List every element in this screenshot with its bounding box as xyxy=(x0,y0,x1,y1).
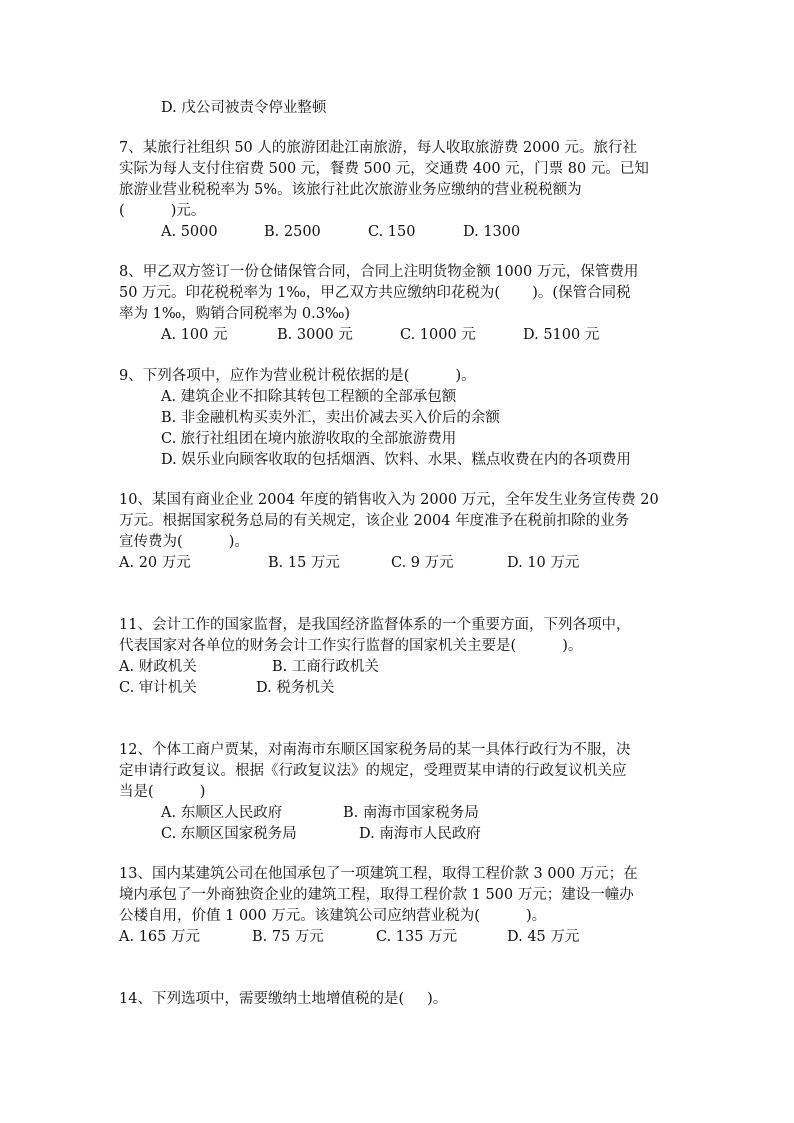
q11-option-d: D. 税务机关 xyxy=(256,680,335,696)
q13-option-d: D. 45 万元 xyxy=(507,929,580,945)
q12-line-1: 12、个体工商户贾某，对南海市东顺区国家税务局的某一具体行政行为不服，决 xyxy=(119,742,631,758)
q7-option-c: C. 150 xyxy=(368,224,416,240)
q12-option-c: C. 东顺区国家税务局 xyxy=(161,826,297,842)
q10-option-c: C. 9 万元 xyxy=(391,555,454,571)
q13-option-a: A. 165 万元 xyxy=(119,929,200,945)
q11-line-2: 代表国家对各单位的财务会计工作实行监督的国家机关主要是( )。 xyxy=(119,638,583,654)
q7-line-4: ( )元。 xyxy=(119,203,206,219)
q13-line-2: 境内承包了一外商独资企业的建筑工程，取得工程价款 1 500 万元；建设一幢办 xyxy=(119,887,634,903)
q11-option-b: B. 工商行政机关 xyxy=(272,659,379,675)
q11-option-a: A. 财政机关 xyxy=(119,659,197,675)
q8-line-1: 8、甲乙双方签订一份仓储保管合同，合同上注明货物金额 1000 万元，保管费用 xyxy=(119,264,639,280)
q13-line-3: 公楼自用，价值 1 000 万元。该建筑公司应纳营业税为( )。 xyxy=(119,908,547,924)
q10-option-d: D. 10 万元 xyxy=(507,555,580,571)
q8-option-d: D. 5100 元 xyxy=(523,327,600,343)
q7-option-a: A. 5000 xyxy=(161,224,218,240)
q7-line-1: 7、某旅行社组织 50 人的旅游团赴江南旅游，每人收取旅游费 2000 元。旅行社 xyxy=(119,140,638,156)
q10-option-b: B. 15 万元 xyxy=(268,555,340,571)
q12-option-a: A. 东顺区人民政府 xyxy=(161,805,283,821)
q12-option-d: D. 南海市人民政府 xyxy=(359,826,481,842)
q7-line-2: 实际为每人支付住宿费 500 元，餐费 500 元，交通费 400 元，门票 80 元。已知 xyxy=(119,161,649,177)
q12-option-b: B. 南海市国家税务局 xyxy=(343,805,479,821)
q9-option-b: B. 非金融机构买卖外汇，卖出价减去买入价后的余额 xyxy=(161,410,500,426)
q8-option-b: B. 3000 元 xyxy=(277,327,353,343)
q10-line-1: 10、某国有商业企业 2004 年度的销售收入为 2000 万元，全年发生业务宣传费 20 xyxy=(119,492,659,508)
q6-option-d: D. 戊公司被责令停业整顿 xyxy=(161,100,327,116)
q7-option-d: D. 1300 xyxy=(463,224,521,240)
q8-option-a: A. 100 元 xyxy=(161,327,228,343)
q9-option-d: D. 娱乐业向顾客收取的包括烟酒、饮料、水果、糕点收费在内的各项费用 xyxy=(161,452,631,468)
q8-line-2: 50 万元。印花税税率为 1‰，甲乙双方共应缴纳印花税为( )。(保管合同税 xyxy=(119,285,631,301)
q7-option-b: B. 2500 xyxy=(264,224,321,240)
q13-option-c: C. 135 万元 xyxy=(376,929,458,945)
q14-line-1: 14、下列选项中，需要缴纳土地增值税的是( )。 xyxy=(119,991,448,1007)
q10-line-2: 万元。根据国家税务总局的有关规定，该企业 2004 年度准予在税前扣除的业务 xyxy=(119,513,630,529)
q9-option-a: A. 建筑企业不扣除其转包工程额的全部承包额 xyxy=(161,389,457,405)
q12-line-2: 定申请行政复议。根据《行政复议法》的规定，受理贾某申请的行政复议机关应 xyxy=(119,763,627,779)
q13-line-1: 13、国内某建筑公司在他国承包了一项建筑工程，取得工程价款 3 000 万元；在 xyxy=(119,866,638,882)
q12-line-3: 当是( ) xyxy=(119,784,206,800)
q13-option-b: B. 75 万元 xyxy=(252,929,324,945)
q9-option-c: C. 旅行社组团在境内旅游收取的全部旅游费用 xyxy=(161,431,457,447)
q8-option-c: C. 1000 元 xyxy=(400,327,476,343)
q11-line-1: 11、会计工作的国家监督，是我国经济监督体系的一个重要方面，下列各项中， xyxy=(119,617,631,633)
q9-line-1: 9、下列各项中，应作为营业税计税依据的是( )。 xyxy=(119,368,476,384)
q8-line-3: 率为 1‰，购销合同税率为 0.3‰) xyxy=(119,306,351,322)
q11-option-c: C. 审计机关 xyxy=(119,680,197,696)
q7-line-3: 旅游业营业税税率为 5%。该旅行社此次旅游业务应缴纳的营业税税额为 xyxy=(119,182,582,198)
q10-option-a: A. 20 万元 xyxy=(119,555,191,571)
q10-line-3: 宣传费为( )。 xyxy=(119,534,249,550)
